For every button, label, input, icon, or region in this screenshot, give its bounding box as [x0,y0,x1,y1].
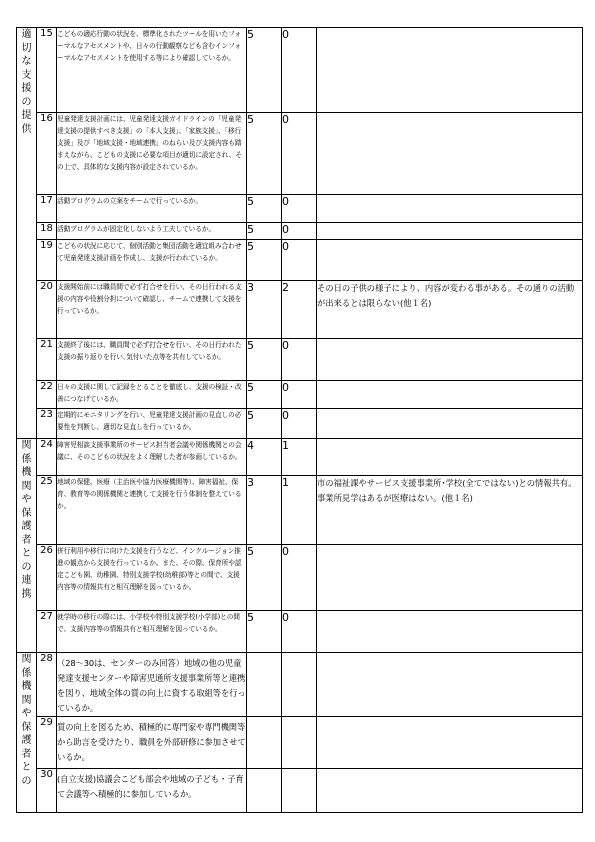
remarks-cell [317,28,583,113]
count-no: 0 [282,28,317,113]
category-cell [17,653,37,813]
remarks-cell [317,439,583,476]
category-char: や [21,494,32,505]
remarks-cell [317,339,583,381]
item-text: 併行利用や移行に向けた支援を行うなど、インクルージョン推進の観点から支援を行っているか。また、その際、保育所や認定こども園、幼稚園、特別支援学校(幼稚部)等との間で、支援内容等の情報共有と相互理解を図っているか。 [57,545,247,611]
count-no: 0 [282,611,317,653]
count-yes [247,769,282,813]
category-char: 関 [21,440,32,451]
table-row [17,339,583,381]
table-row [17,223,583,240]
category-char: や [21,708,32,719]
item-number: 27 [37,611,57,653]
remarks-cell [317,611,583,653]
category-char: 支 [21,69,32,81]
item-text: 活動プログラムが固定化しないよう工夫しているか。 [57,223,247,240]
count-no: 0 [282,113,317,195]
category-char: 援 [21,83,32,94]
count-yes: 3 [247,281,282,339]
category-label [17,653,36,788]
count-no: 1 [282,439,317,476]
remarks-cell [317,545,583,611]
category-char: 係 [21,453,32,465]
count-no [282,769,317,813]
count-yes: 5 [247,195,282,223]
category-char: 連 [21,575,32,586]
count-yes: 5 [247,113,282,195]
item-number: 21 [37,339,57,381]
item-number: 23 [37,409,57,439]
remarks-cell [317,381,583,409]
table-row [17,381,583,409]
category-char: と [21,762,32,773]
item-text: 障害児相談支援事業所のサービス担当者会議や関係機関との会議に、そのこどもの状況をよく理解した者が参画しているか。 [57,439,247,476]
table-row [17,240,583,281]
remarks-cell [317,717,583,769]
count-no [282,653,317,717]
table-row [17,195,583,223]
category-char: 供 [21,123,32,135]
count-yes [247,653,282,717]
category-char: な [21,56,32,67]
remarks-cell [317,769,583,813]
remarks-cell [317,409,583,439]
category-char: 護 [21,521,32,532]
remarks-cell [317,113,583,195]
table-row [17,281,583,339]
remarks-cell: 市の福祉課やサービス支援事業所･学校(全てではない)との情報共有。事業所見学はあるが医療はない。(他１名) [317,476,583,545]
category-char: 機 [21,681,32,692]
category-char: の [21,775,32,787]
category-label [17,439,36,601]
table-row [17,476,583,545]
item-text: 日々の支援に関して記録をとることを徹底し、支援の検証・改善につなげているか。 [57,381,247,409]
count-yes: 5 [247,339,282,381]
category-char: 適 [21,29,32,40]
count-no: 2 [282,281,317,339]
count-yes: 5 [247,381,282,409]
category-label [17,28,36,136]
count-yes: 5 [247,611,282,653]
table-row [17,769,583,813]
item-text: （28～30は、センターのみ回答）地域の他の児童発達支援センターや障害児通所支援事業所等と連携を図り、地域全体の質の向上に資する取組等を行っているか。 [57,653,247,717]
category-char: 切 [21,42,32,54]
item-number: 20 [37,281,57,339]
category-char: 護 [21,735,32,746]
item-number: 26 [37,545,57,611]
item-text: 質の向上を図るため、積極的に専門家や専門機関等から助言を受けたり、職員を外部研修に参加させているか。 [57,717,247,769]
remarks-cell [317,653,583,717]
table-row [17,28,583,113]
table-row [17,611,583,653]
remarks-cell: その日の子供の様子により、内容が変わる事がある。その通りの活動が出来るとは限らない(他１名) [317,281,583,339]
category-char: 保 [21,721,32,733]
count-yes: 5 [247,240,282,281]
item-number: 28 [37,653,57,717]
count-no: 0 [282,195,317,223]
table-row [17,439,583,476]
item-number: 16 [37,113,57,195]
item-number: 18 [37,223,57,240]
item-number: 15 [37,28,57,113]
count-no: 0 [282,409,317,439]
remarks-cell [317,223,583,240]
category-char: 者 [21,748,32,760]
category-char: と [21,548,32,559]
category-char: 提 [21,110,32,121]
count-yes: 3 [247,476,282,545]
evaluation-table [16,27,583,813]
category-char: 関 [21,480,32,492]
category-char: 関 [21,654,32,665]
item-text: 活動プログラムの立案をチームで行っているか。 [57,195,247,223]
item-number: 22 [37,381,57,409]
remarks-cell [317,195,583,223]
remarks-cell [317,240,583,281]
item-number: 25 [37,476,57,545]
count-no: 1 [282,476,317,545]
item-text: 支援開始前には職員間で必ず打合せを行い、その日行われる支援の内容や役割分担について確認し、チームで連携して支援を行っているか。 [57,281,247,339]
item-number: 19 [37,240,57,281]
count-no: 0 [282,240,317,281]
evaluation-table-body [17,28,583,813]
category-char: 保 [21,507,32,519]
item-text: 児童発達支援計画には、児童発達支援ガイドラインの「児童発達支援の提供すべき支援」の「本人支援」、「家族支援」、「移行支援」及び「地域支援・地域連携」のねらい及び支援内容も踏まえながら、こどもの支援に必要な項目が適切に設定され、その上で、具体的な支援内容が設定されているか。 [57,113,247,195]
count-yes: 5 [247,409,282,439]
item-text: (自立支援)協議会こども部会や地域の子ども・子育て会議等へ積極的に参加しているか。 [57,769,247,813]
count-no: 0 [282,545,317,611]
item-text: 就学時の移行の際には、小学校や特別支援学校(小学部)との間で、支援内容等の情報共有と相互理解を図っているか。 [57,611,247,653]
count-yes: 4 [247,439,282,476]
item-text: 支援終了後には、職員間で必ず打合せを行い、その日行われた支援の振り返りを行い､気付いた点等を共有しているか。 [57,339,247,381]
table-row [17,113,583,195]
count-no: 0 [282,381,317,409]
item-text: 定期的にモニタリングを行い、児童発達支援計画の見直しの必要性を判断し、適切な見直しを行っているか。 [57,409,247,439]
count-yes [247,717,282,769]
count-no: 0 [282,223,317,240]
table-row [17,653,583,717]
item-text: 地域の保健、医療（主治医や協力医療機関等）、障害福祉、保育、教育等の関係機関と連携して支援を行う体制を整えているか。 [57,476,247,545]
category-char: の [21,561,32,573]
count-yes: 5 [247,223,282,240]
category-cell [17,28,37,439]
item-number: 29 [37,717,57,769]
table-row [17,717,583,769]
count-no: 0 [282,339,317,381]
category-char: 者 [21,534,32,546]
category-char: 携 [21,588,32,600]
category-cell [17,439,37,653]
category-char: 機 [21,467,32,478]
category-char: の [21,96,32,108]
table-row [17,545,583,611]
item-number: 17 [37,195,57,223]
item-number: 30 [37,769,57,813]
count-yes: 5 [247,28,282,113]
item-text: こどもの状況に応じて、個別活動と集団活動を適宜組み合わせて児童発達支援計画を作成し、支援が行われているか。 [57,240,247,281]
item-number: 24 [37,439,57,476]
count-no [282,717,317,769]
category-char: 係 [21,667,32,679]
table-row [17,409,583,439]
item-text: こどもの適応行動の状況を、標準化されたツールを用いたフォーマルなアセスメントや、日々の行動観察なども含むインフォーマルなアセスメントを使用する等により確認しているか。 [57,28,247,113]
category-char: 関 [21,694,32,706]
count-yes: 5 [247,545,282,611]
